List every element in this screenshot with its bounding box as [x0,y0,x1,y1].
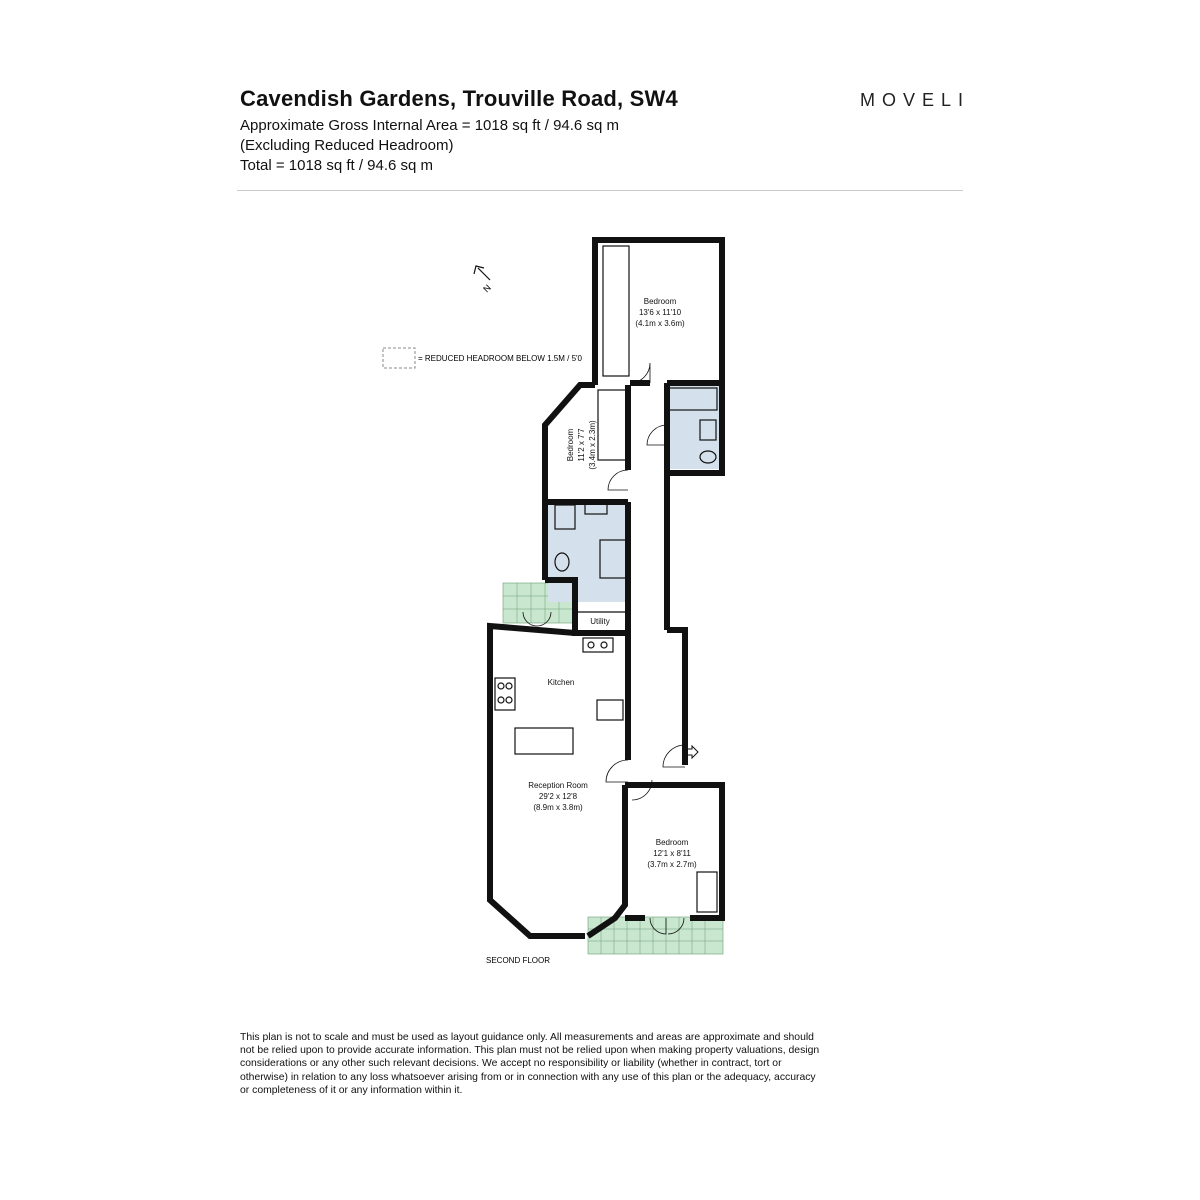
room-name: Bedroom [643,297,677,306]
room-dims-metric: (3.7m x 2.7m) [647,860,697,869]
cupboard-kitchen [597,700,623,720]
room-dims-imperial: 12'1 x 8'11 [653,849,691,858]
room-reception [528,781,588,812]
reduced-headroom-swatch [383,348,415,368]
legend [383,348,583,368]
room-utility: Utility [590,617,610,626]
room-name: Bedroom [655,838,689,847]
room-dims-imperial: 13'6 x 11'10 [638,308,682,317]
wardrobe-low [697,872,717,912]
disclaimer: This plan is not to scale and must be used as layout guidance only. All measurements and areas are approximate and should not be relied upon to provide accurate information. This plan must not be relied upon when making property valuations, design considerations or any other such relevant decisions. We accept no responsibility or liability (whether in contract, tort or otherwise) in relation to any loss whatsoever arising from or in connection with any use of this plan or the adequacy, accuracy or completeness of it or any information within it. [240,1032,820,1096]
room-bedroom-low [647,838,697,869]
brand-logo: MOVELI [860,90,971,110]
shower-room [548,502,628,602]
wardrobe-top [603,246,629,376]
room-dims-metric: (8.9m x 3.8m) [533,803,583,812]
north-arrow-icon [474,266,493,294]
area-line: Approximate Gross Internal Area = 1018 sq ft / 94.6 sq m [240,117,619,134]
north-label: N [481,282,493,295]
room-dims-imperial: 11'2 x 7'7 [577,428,586,462]
room-name: Bedroom [566,428,575,462]
hob-icon [495,678,515,710]
room-kitchen: Kitchen [547,678,575,687]
room-name: Reception Room [528,781,588,790]
ensuite-bathroom [667,385,719,469]
kitchen-island [515,728,573,754]
room-bedroom-top [635,297,685,328]
room-bedroom-mid [566,420,597,470]
floor-label: SECOND FLOOR [486,956,551,965]
excluding-line: (Excluding Reduced Headroom) [240,137,454,154]
room-dims-imperial: 29'2 x 12'8 [538,792,578,801]
property-title: Cavendish Gardens, Trouville Road, SW4 [240,86,678,111]
legend-text: = REDUCED HEADROOM BELOW 1.5M / 5'0 [418,354,583,363]
wardrobe-mid [598,390,626,460]
room-dims-metric: (3.4m x 2.3m) [588,420,597,470]
room-dims-metric: (4.1m x 3.6m) [635,319,685,328]
total-line: Total = 1018 sq ft / 94.6 sq m [240,157,434,174]
